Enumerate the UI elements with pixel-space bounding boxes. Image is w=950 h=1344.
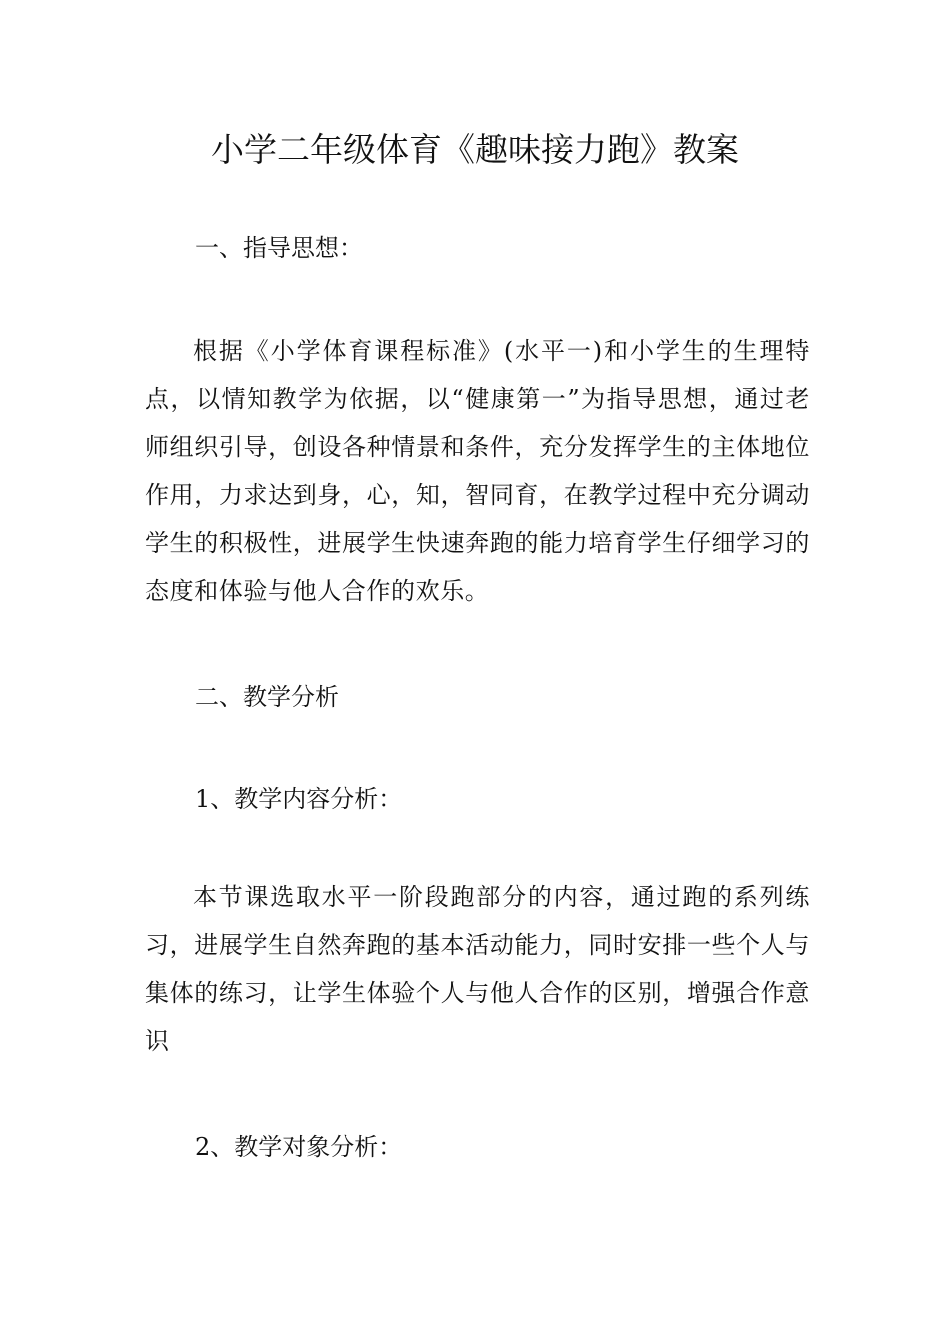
paragraph-content-analysis: 本节课选取水平一阶段跑部分的内容，通过跑的系列练习，进展学生自然奔跑的基本活动能力，同时安排一些个人与集体的练习，让学生体验个人与他人合作的区别，增强合作意识 <box>145 883 810 1055</box>
section-heading-guiding-thought: 一、指导思想： <box>195 234 363 262</box>
paragraph-guiding-thought: 根据《小学体育课程标准》(水平一)和小学生的生理特点，以情知教学为依据，以“健康第一”为指导思想，通过老师组织引导，创设各种情景和条件，充分发挥学生的主体地位作用，力求达到身，心，知，智同育，在教学过程中充分调动学生的积极性，进展学生快速奔跑的能力培育学生仔细学习的态度和体验与他人合作的欢乐。 <box>145 337 810 605</box>
section-heading-object-analysis: 2、教学对象分析： <box>195 1133 403 1161</box>
document-title: 小学二年级体育《趣味接力跑》教案 <box>211 130 739 169</box>
section-heading-content-analysis: 1、教学内容分析： <box>195 785 403 813</box>
section-heading-teaching-analysis: 二、教学分析 <box>195 683 339 711</box>
